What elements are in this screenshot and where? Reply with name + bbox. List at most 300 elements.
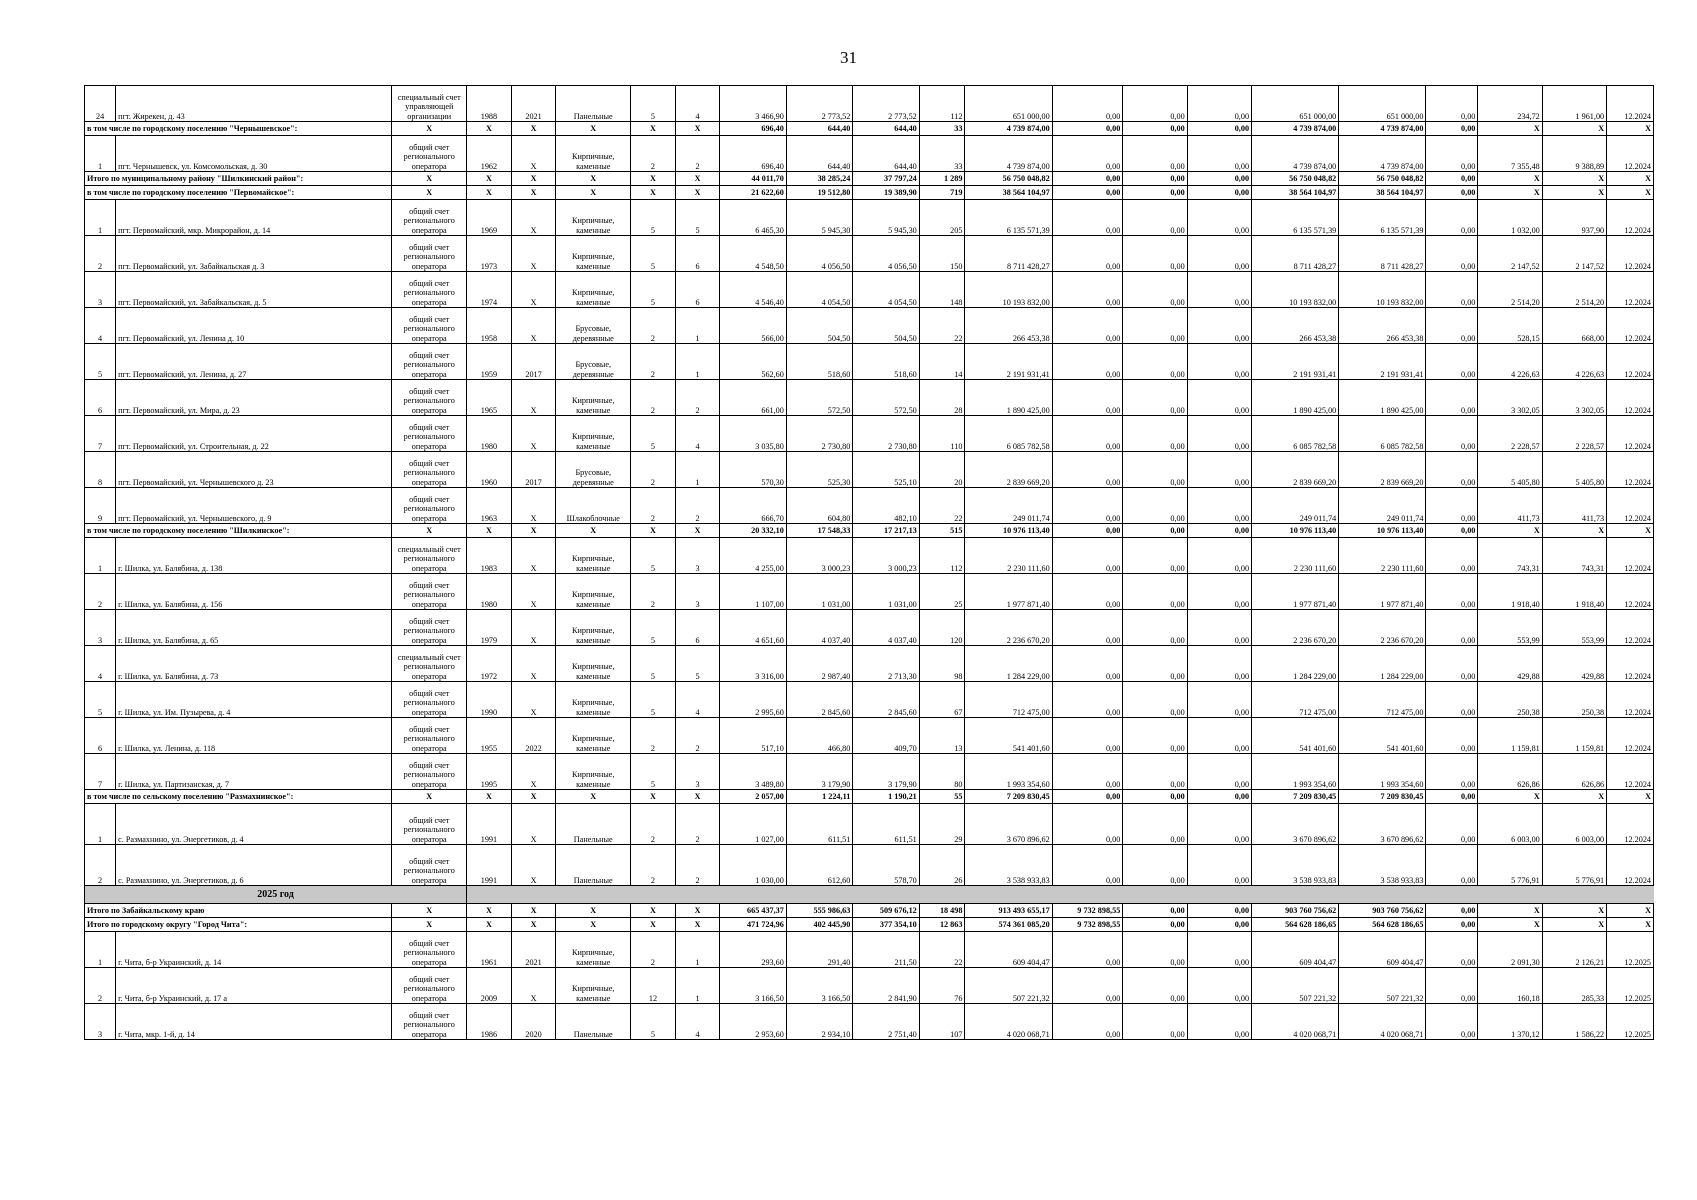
- table-cell: 712 475,00: [1339, 682, 1426, 718]
- table-cell: 2 845,60: [786, 682, 852, 718]
- table-cell: 0,00: [1187, 308, 1251, 344]
- table-cell: 553,99: [1542, 610, 1606, 646]
- table-cell: общий счет регионального оператора: [392, 610, 467, 646]
- subtotal-cell: 33: [919, 122, 965, 136]
- table-cell: 2017: [511, 344, 556, 380]
- subtotal-cell: X: [392, 524, 467, 538]
- subtotal-cell: 0,00: [1426, 122, 1478, 136]
- table-cell: 0,00: [1187, 845, 1251, 886]
- table-cell: 4 651,60: [720, 610, 786, 646]
- subtotal-cell: X: [1542, 122, 1606, 136]
- table-cell: 12.2024: [1607, 452, 1654, 488]
- table-row: [85, 308, 1654, 344]
- table-cell: 14: [919, 344, 965, 380]
- table-cell: 5 776,91: [1542, 845, 1606, 886]
- subtotal-row: [85, 122, 1654, 136]
- table-cell: 8 711 428,27: [1252, 236, 1339, 272]
- table-cell: 1 918,40: [1478, 574, 1542, 610]
- table-cell: 0,00: [1123, 200, 1187, 236]
- table-cell: 0,00: [1426, 1004, 1478, 1040]
- table-cell: 0,00: [1187, 804, 1251, 845]
- address-cell: пгт. Первомайский, ул. Чернышевского, д. 9: [116, 488, 392, 524]
- row-number-cell: 6: [85, 380, 116, 416]
- subtotal-cell: X: [392, 918, 467, 932]
- subtotal-cell: 913 493 655,17: [965, 904, 1052, 918]
- subtotal-row: [85, 790, 1654, 804]
- subtotal-cell: 644,40: [853, 122, 919, 136]
- row-number-cell: 6: [85, 718, 116, 754]
- subtotal-cell: 56 750 048,82: [1252, 172, 1339, 186]
- table-cell: 249 011,74: [1252, 488, 1339, 524]
- table-cell: 609 404,47: [965, 932, 1052, 968]
- table-cell: 1962: [467, 136, 512, 172]
- address-cell: пгт. Первомайский, ул. Забайкальская д. 3: [116, 236, 392, 272]
- table-cell: 2 845,60: [853, 682, 919, 718]
- table-cell: Кирпичные, каменные: [556, 272, 631, 308]
- table-cell: 12.2024: [1607, 682, 1654, 718]
- table-cell: 0,00: [1187, 488, 1251, 524]
- table-cell: 3 000,23: [786, 538, 852, 574]
- row-number-cell: 2: [85, 845, 116, 886]
- address-cell: пгт. Чернышевск, ул. Комсомольская, д. 30: [116, 136, 392, 172]
- table-cell: 1 977 871,40: [1339, 574, 1426, 610]
- table-cell: Панельные: [556, 804, 631, 845]
- subtotal-cell: 0,00: [1123, 172, 1187, 186]
- table-cell: 107: [919, 1004, 965, 1040]
- table-cell: 5 945,30: [853, 200, 919, 236]
- table-cell: Кирпичные, каменные: [556, 754, 631, 790]
- table-cell: 0,00: [1123, 308, 1187, 344]
- table-cell: 0,00: [1052, 804, 1123, 845]
- table-cell: 6: [675, 236, 720, 272]
- year-header-fill: [1426, 886, 1478, 904]
- subtotal-cell: 0,00: [1052, 172, 1123, 186]
- table-cell: общий счет регионального оператора: [392, 1004, 467, 1040]
- table-cell: 6 085 782,58: [965, 416, 1052, 452]
- table-cell: 0,00: [1426, 416, 1478, 452]
- table-cell: 250,38: [1478, 682, 1542, 718]
- address-cell: г. Шилка, ул. Партизанская, д. 7: [116, 754, 392, 790]
- table-cell: 6: [675, 272, 720, 308]
- table-cell: 2 147,52: [1542, 236, 1606, 272]
- table-cell: 0,00: [1426, 845, 1478, 886]
- table-cell: общий счет регионального оператора: [392, 488, 467, 524]
- table-cell: 1990: [467, 682, 512, 718]
- table-cell: 29: [919, 804, 965, 845]
- table-cell: 4 054,50: [786, 272, 852, 308]
- table-cell: 0,00: [1426, 344, 1478, 380]
- table-cell: Кирпичные, каменные: [556, 136, 631, 172]
- table-cell: 0,00: [1052, 646, 1123, 682]
- subtotal-cell: X: [511, 904, 556, 918]
- table-cell: 0,00: [1052, 682, 1123, 718]
- table-cell: 0,00: [1426, 308, 1478, 344]
- table-cell: 0,00: [1123, 968, 1187, 1004]
- table-cell: 1 159,81: [1478, 718, 1542, 754]
- subtotal-cell: 402 445,90: [786, 918, 852, 932]
- table-cell: 12.2024: [1607, 610, 1654, 646]
- table-cell: 0,00: [1187, 646, 1251, 682]
- row-number-cell: 2: [85, 236, 116, 272]
- subtotal-cell: 665 437,37: [720, 904, 786, 918]
- table-cell: 578,70: [853, 845, 919, 886]
- table-cell: 518,60: [853, 344, 919, 380]
- table-cell: Панельные: [556, 86, 631, 122]
- subtotal-cell: 18 498: [919, 904, 965, 918]
- table-cell: 5 405,80: [1542, 452, 1606, 488]
- table-cell: 12.2024: [1607, 200, 1654, 236]
- address-cell: г. Шилка, ул. Балябина, д. 138: [116, 538, 392, 574]
- address-cell: пгт. Первомайский, ул. Чернышевского д. 23: [116, 452, 392, 488]
- subtotal-cell: 0,00: [1052, 186, 1123, 200]
- table-cell: 651 000,00: [1339, 86, 1426, 122]
- table-cell: 0,00: [1187, 932, 1251, 968]
- table-cell: 1 159,81: [1542, 718, 1606, 754]
- table-cell: 249 011,74: [965, 488, 1052, 524]
- table-row: [85, 804, 1654, 845]
- table-cell: 3 670 896,62: [965, 804, 1052, 845]
- table-cell: 2 091,30: [1478, 932, 1542, 968]
- subtotal-cell: 0,00: [1052, 790, 1123, 804]
- table-cell: 293,60: [720, 932, 786, 968]
- table-cell: 2: [675, 804, 720, 845]
- table-cell: 2 230 111,60: [965, 538, 1052, 574]
- table-cell: 2 191 931,41: [1339, 344, 1426, 380]
- table-cell: 0,00: [1052, 344, 1123, 380]
- table-cell: 0,00: [1123, 754, 1187, 790]
- table-cell: 2 228,57: [1478, 416, 1542, 452]
- table-cell: 0,00: [1052, 845, 1123, 886]
- table-cell: 67: [919, 682, 965, 718]
- year-header-fill: [1052, 886, 1123, 904]
- subtotal-cell: X: [1478, 122, 1542, 136]
- table-cell: 28: [919, 380, 965, 416]
- table-cell: 12.2024: [1607, 236, 1654, 272]
- table-cell: Кирпичные, каменные: [556, 574, 631, 610]
- table-cell: X: [511, 236, 556, 272]
- row-number-cell: 4: [85, 646, 116, 682]
- table-cell: 10 193 832,00: [965, 272, 1052, 308]
- table-cell: 609 404,47: [1339, 932, 1426, 968]
- table-cell: 0,00: [1052, 200, 1123, 236]
- subtotal-cell: 509 676,12: [853, 904, 919, 918]
- table-cell: 6 135 571,39: [1339, 200, 1426, 236]
- subtotal-cell: 0,00: [1187, 524, 1251, 538]
- table-cell: 1983: [467, 538, 512, 574]
- table-cell: 13: [919, 718, 965, 754]
- table-cell: 1991: [467, 845, 512, 886]
- table-cell: Кирпичные, каменные: [556, 968, 631, 1004]
- table-cell: 570,30: [720, 452, 786, 488]
- table-cell: специальный счет управляющей организации: [392, 86, 467, 122]
- table-cell: 2 839 669,20: [1252, 452, 1339, 488]
- subtotal-cell: X: [1607, 172, 1654, 186]
- table-cell: 0,00: [1123, 452, 1187, 488]
- table-cell: 2 236 670,20: [965, 610, 1052, 646]
- table-cell: 80: [919, 754, 965, 790]
- table-cell: 0,00: [1187, 1004, 1251, 1040]
- table-cell: 3 538 933,83: [1252, 845, 1339, 886]
- subtotal-cell: 10 976 113,40: [1252, 524, 1339, 538]
- table-cell: 562,60: [720, 344, 786, 380]
- table-cell: 1961: [467, 932, 512, 968]
- table-cell: 12.2024: [1607, 574, 1654, 610]
- table-cell: специальный счет регионального оператора: [392, 646, 467, 682]
- table-cell: общий счет регионального оператора: [392, 416, 467, 452]
- table-row: [85, 538, 1654, 574]
- table-cell: 3 179,90: [786, 754, 852, 790]
- table-cell: X: [511, 272, 556, 308]
- table-row: [85, 1004, 1654, 1040]
- table-cell: Брусовые, деревянные: [556, 344, 631, 380]
- table-cell: X: [511, 610, 556, 646]
- subtotal-cell: 0,00: [1052, 524, 1123, 538]
- table-cell: 409,70: [853, 718, 919, 754]
- table-cell: 2 191 931,41: [965, 344, 1052, 380]
- table-row: [85, 344, 1654, 380]
- table-cell: 25: [919, 574, 965, 610]
- table-cell: 0,00: [1052, 452, 1123, 488]
- table-cell: 3 670 896,62: [1339, 804, 1426, 845]
- table-cell: 0,00: [1187, 968, 1251, 1004]
- table-cell: 611,51: [786, 804, 852, 845]
- table-cell: 0,00: [1123, 646, 1187, 682]
- table-cell: 2: [631, 308, 676, 344]
- subtotal-cell: 903 760 756,62: [1252, 904, 1339, 918]
- table-cell: 4: [675, 1004, 720, 1040]
- table-cell: 0,00: [1123, 1004, 1187, 1040]
- subtotal-row: [85, 172, 1654, 186]
- table-row: [85, 136, 1654, 172]
- table-cell: 9 388,89: [1542, 136, 1606, 172]
- row-number-cell: 8: [85, 452, 116, 488]
- table-cell: 2 934,10: [786, 1004, 852, 1040]
- table-cell: 5: [631, 236, 676, 272]
- table-cell: 1 027,00: [720, 804, 786, 845]
- table-cell: 0,00: [1426, 200, 1478, 236]
- table-cell: 3 035,80: [720, 416, 786, 452]
- table-cell: 0,00: [1123, 845, 1187, 886]
- table-cell: 3 538 933,83: [965, 845, 1052, 886]
- table-cell: 0,00: [1187, 718, 1251, 754]
- table-cell: 12.2025: [1607, 968, 1654, 1004]
- subtotal-label: Итого по Забайкальскому краю: [85, 904, 392, 918]
- table-cell: 572,50: [853, 380, 919, 416]
- table-cell: 466,80: [786, 718, 852, 754]
- table-cell: 5: [631, 682, 676, 718]
- table-cell: 0,00: [1052, 1004, 1123, 1040]
- table-cell: 5: [631, 200, 676, 236]
- row-number-cell: 2: [85, 968, 116, 1004]
- address-cell: г. Чита, б-р Украинский, д. 14: [116, 932, 392, 968]
- subtotal-cell: 44 011,70: [720, 172, 786, 186]
- table-row: [85, 646, 1654, 682]
- subtotal-cell: X: [675, 172, 720, 186]
- table-cell: 211,50: [853, 932, 919, 968]
- table-cell: 5: [631, 86, 676, 122]
- table-cell: 6 135 571,39: [965, 200, 1052, 236]
- row-number-cell: 4: [85, 308, 116, 344]
- table-cell: 0,00: [1187, 236, 1251, 272]
- table-cell: 4 037,40: [853, 610, 919, 646]
- table-cell: 4 739 874,00: [965, 136, 1052, 172]
- table-cell: Брусовые, деревянные: [556, 452, 631, 488]
- table-cell: 1963: [467, 488, 512, 524]
- table-cell: общий счет регионального оператора: [392, 574, 467, 610]
- table-cell: 2 514,20: [1542, 272, 1606, 308]
- table-cell: 5: [631, 754, 676, 790]
- table-cell: 12.2024: [1607, 136, 1654, 172]
- table-cell: 3 538 933,83: [1339, 845, 1426, 886]
- table-cell: 411,73: [1478, 488, 1542, 524]
- table-cell: 2 953,60: [720, 1004, 786, 1040]
- table-cell: 609 404,47: [1252, 932, 1339, 968]
- table-cell: 0,00: [1187, 754, 1251, 790]
- subtotal-cell: 1 224,11: [786, 790, 852, 804]
- table-cell: 525,30: [786, 452, 852, 488]
- table-cell: 249 011,74: [1339, 488, 1426, 524]
- table-cell: 266 453,38: [1252, 308, 1339, 344]
- table-cell: Кирпичные, каменные: [556, 610, 631, 646]
- table-cell: 2 841,90: [853, 968, 919, 1004]
- table-cell: общий счет регионального оператора: [392, 308, 467, 344]
- table-cell: 411,73: [1542, 488, 1606, 524]
- subtotal-cell: 56 750 048,82: [1339, 172, 1426, 186]
- subtotal-cell: 20 332,10: [720, 524, 786, 538]
- table-cell: 1 030,00: [720, 845, 786, 886]
- table-cell: 10 193 832,00: [1252, 272, 1339, 308]
- table-cell: 0,00: [1426, 488, 1478, 524]
- table-cell: Кирпичные, каменные: [556, 236, 631, 272]
- table-cell: 3 302,05: [1478, 380, 1542, 416]
- table-cell: 0,00: [1052, 236, 1123, 272]
- subtotal-cell: 9 732 898,55: [1052, 904, 1123, 918]
- subtotal-cell: X: [1542, 186, 1606, 200]
- table-cell: 1 370,12: [1478, 1004, 1542, 1040]
- table-cell: 1955: [467, 718, 512, 754]
- table-cell: 0,00: [1187, 200, 1251, 236]
- subtotal-cell: X: [1607, 904, 1654, 918]
- table-cell: 1 993 354,60: [1252, 754, 1339, 790]
- subtotal-cell: X: [467, 172, 512, 186]
- table-cell: 937,90: [1542, 200, 1606, 236]
- table-cell: 12: [631, 968, 676, 1004]
- row-number-cell: 24: [85, 86, 116, 122]
- table-cell: 3 316,00: [720, 646, 786, 682]
- year-header-fill: [556, 886, 631, 904]
- table-cell: 541 401,60: [965, 718, 1052, 754]
- subtotal-cell: 4 739 874,00: [1252, 122, 1339, 136]
- subtotal-cell: 9 732 898,55: [1052, 918, 1123, 932]
- table-cell: 7 355,48: [1478, 136, 1542, 172]
- table-cell: 1995: [467, 754, 512, 790]
- table-cell: 2 839 669,20: [965, 452, 1052, 488]
- table-cell: 644,40: [786, 136, 852, 172]
- table-cell: 0,00: [1187, 538, 1251, 574]
- table-cell: 1 993 354,60: [965, 754, 1052, 790]
- table-cell: 1988: [467, 86, 512, 122]
- subtotal-cell: X: [1478, 172, 1542, 186]
- table-cell: Кирпичные, каменные: [556, 538, 631, 574]
- subtotal-cell: 574 361 085,20: [965, 918, 1052, 932]
- table-cell: 6 003,00: [1478, 804, 1542, 845]
- subtotal-cell: X: [467, 904, 512, 918]
- row-number-cell: 3: [85, 1004, 116, 1040]
- subtotal-cell: X: [511, 790, 556, 804]
- year-header-label: 2025 год: [85, 886, 467, 904]
- table-cell: 1: [675, 968, 720, 1004]
- subtotal-cell: X: [556, 172, 631, 186]
- table-cell: Брусовые, деревянные: [556, 308, 631, 344]
- subtotal-cell: 2 057,00: [720, 790, 786, 804]
- table-cell: 0,00: [1426, 380, 1478, 416]
- subtotal-cell: X: [1478, 790, 1542, 804]
- table-cell: X: [511, 754, 556, 790]
- table-cell: 1 586,22: [1542, 1004, 1606, 1040]
- subtotal-cell: X: [467, 918, 512, 932]
- table-cell: X: [511, 136, 556, 172]
- subtotal-cell: 37 797,24: [853, 172, 919, 186]
- subtotal-cell: 19 389,90: [853, 186, 919, 200]
- address-cell: пгт. Первомайский, ул. Ленина д. 10: [116, 308, 392, 344]
- table-cell: 2 147,52: [1478, 236, 1542, 272]
- row-number-cell: 3: [85, 272, 116, 308]
- table-cell: 4 226,63: [1542, 344, 1606, 380]
- table-cell: 3 302,05: [1542, 380, 1606, 416]
- subtotal-cell: X: [392, 904, 467, 918]
- table-cell: общий счет регионального оператора: [392, 968, 467, 1004]
- row-number-cell: 2: [85, 574, 116, 610]
- subtotal-cell: X: [556, 186, 631, 200]
- table-cell: 2: [675, 488, 720, 524]
- table-cell: 1 284 229,00: [1339, 646, 1426, 682]
- subtotal-cell: X: [1478, 904, 1542, 918]
- table-cell: 0,00: [1123, 380, 1187, 416]
- table-cell: 0,00: [1426, 646, 1478, 682]
- table-cell: общий счет регионального оператора: [392, 236, 467, 272]
- table-cell: 1 890 425,00: [965, 380, 1052, 416]
- table-cell: 0,00: [1426, 574, 1478, 610]
- table-row: [85, 968, 1654, 1004]
- table-cell: 0,00: [1426, 682, 1478, 718]
- table-cell: X: [511, 200, 556, 236]
- year-header-row: [85, 886, 1654, 904]
- table-cell: 4 056,50: [786, 236, 852, 272]
- subtotal-cell: 38 564 104,97: [1339, 186, 1426, 200]
- year-header-fill: [1478, 886, 1542, 904]
- table-cell: 120: [919, 610, 965, 646]
- subtotal-cell: 0,00: [1426, 186, 1478, 200]
- table-cell: 0,00: [1123, 538, 1187, 574]
- subtotal-cell: 12 863: [919, 918, 965, 932]
- table-cell: 0,00: [1426, 804, 1478, 845]
- subtotal-cell: X: [1607, 524, 1654, 538]
- subtotal-cell: X: [675, 918, 720, 932]
- table-cell: 4 020 068,71: [1339, 1004, 1426, 1040]
- subtotal-cell: 903 760 756,62: [1339, 904, 1426, 918]
- table-cell: 0,00: [1052, 308, 1123, 344]
- year-header-fill: [631, 886, 676, 904]
- table-cell: 5 776,91: [1478, 845, 1542, 886]
- subtotal-cell: X: [675, 790, 720, 804]
- table-cell: 4: [675, 682, 720, 718]
- row-number-cell: 1: [85, 538, 116, 574]
- address-cell: пгт. Первомайский, ул. Забайкальская, д. 5: [116, 272, 392, 308]
- table-cell: 541 401,60: [1339, 718, 1426, 754]
- table-cell: 604,80: [786, 488, 852, 524]
- table-cell: 2 191 931,41: [1252, 344, 1339, 380]
- table-cell: 0,00: [1123, 272, 1187, 308]
